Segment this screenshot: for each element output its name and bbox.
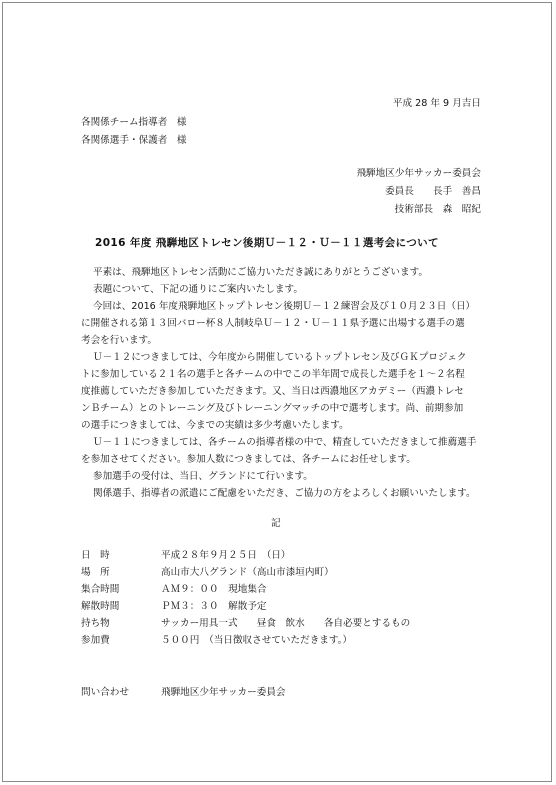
body-line: 表題について、下記の通りにご案内いたします。 [93,284,303,295]
sender-technical-director: 技術部長 森 昭紀 [394,204,481,215]
body-line: に開催される第１３回バロー杯８人制岐阜Ｕ－１２・Ｕ－１１県予選に出場する選手の選 [81,318,465,329]
contact-label: 問い合わせ [81,687,129,698]
document-page [2,2,552,782]
body-line: トに参加している２１名の選手と各チームの中でこの半年間で成長した選手を１～２名程 [81,369,465,380]
detail-value: 平成２８年９月２５日 （日） [161,550,291,561]
body-line: の選手につきましては、今までの実績は多少考慮いたします。 [81,420,349,431]
ki-heading: 記 [271,518,281,529]
body-line: 平素は、飛騨地区トレセン活動にご協力いただき誠にありがとうございます。 [93,267,429,278]
detail-value: ＰＭ３：３０ 解散予定 [161,601,267,612]
body-line: 今回は、2016 年度飛騨地区トップトレセン後期Ｕ－１２練習会及び１０月２３日（日） [93,301,476,312]
sender-organization: 飛騨地区少年サッカー委員会 [356,168,481,179]
detail-label: 解散時間 [81,601,120,612]
body-line: 関係選手、指導者の派遣にご配慮をいただき、ご協力の方をよろしくお願いいたします。 [93,488,476,499]
detail-label: 参加費 [81,635,110,646]
body-line: ンＢチーム）とのトレーニング及びトレーニングマッチの中で選考します。尚、前期参加 [81,403,464,414]
detail-value: ５００円 （当日徴収させていただきます。） [161,635,353,646]
body-line: Ｕ－１１につきましては、各チームの指導者様の中で、精査していただきまして推薦選手 [93,437,477,448]
body-line: 参加選手の受付は、当日、グランドにて行います。 [93,471,313,482]
contact-value: 飛騨地区少年サッカー委員会 [161,687,286,698]
detail-label: 持ち物 [81,618,110,629]
detail-value: ＡＭ９：００ 現地集合 [161,584,267,595]
recipient-coaches: 各関係チーム指導者 様 [81,117,187,128]
body-line: 考会を行います。 [81,335,157,346]
body-line: 度推薦していただき参加していただきます。又、当日は西濃地区アカデミー（西濃トレセ [81,386,464,397]
body-line: Ｕ－１２につきましては、今年度から開催しているトップトレセン及びＧＫプロジェク [93,352,467,363]
document-title: 2016 年度 飛騨地区トレセン後期Ｕ－１２・Ｕ－１１選考会について [95,237,439,249]
document-date: 平成 28 年 9 月吉日 [392,98,481,109]
detail-value: 高山市大八グランド（高山市漆垣内町） [161,567,334,578]
recipient-players-parents: 各関係選手・保護者 様 [81,135,187,146]
detail-label: 集合時間 [81,584,120,595]
detail-label: 場 所 [81,567,110,578]
body-line: を参加させてください。参加人数につきましては、各チームにお任せします。 [81,454,416,465]
sender-chairman: 委員長 長手 善昌 [385,186,481,197]
detail-value: サッカー用具一式 昼食 飲水 各自必要とするもの [161,618,411,629]
detail-label: 日 時 [81,550,110,561]
